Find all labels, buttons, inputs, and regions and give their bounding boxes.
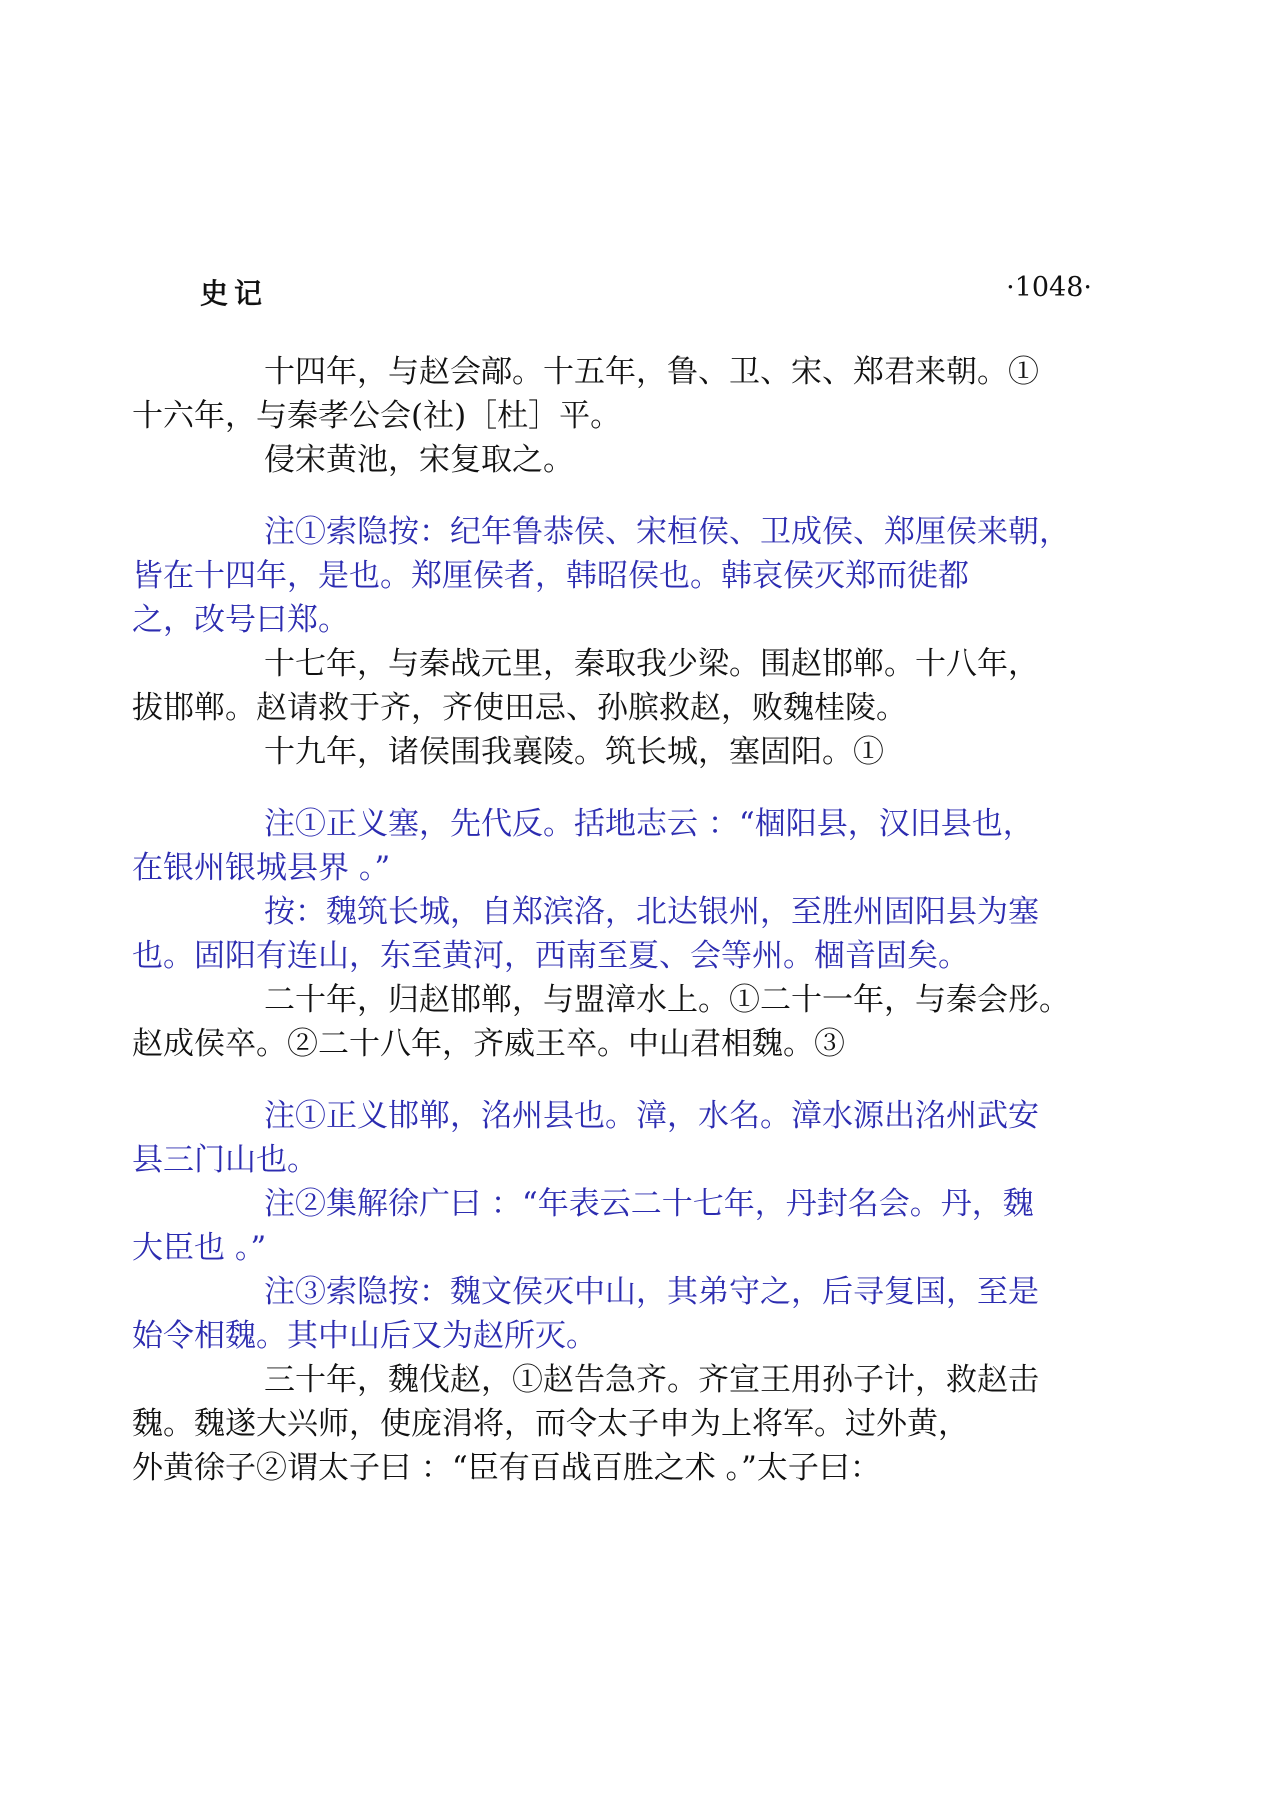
annotation-paragraph bbox=[132, 802, 1108, 890]
section-gap bbox=[198, 482, 1108, 510]
page-body bbox=[132, 350, 1108, 1490]
text-line: 皆在十四年，是也。郑厘侯者，韩昭侯也。韩哀侯灭郑而徙都 bbox=[132, 558, 969, 594]
text-line: 始令相魏。其中山后又为赵所灭。 bbox=[132, 1318, 597, 1354]
main-text-paragraph bbox=[132, 350, 1108, 438]
text-line: 十六年，与秦孝公会(社)［杜］平。 bbox=[132, 398, 622, 434]
text-line: 大臣也 。” bbox=[132, 1230, 267, 1266]
text-line: 注③索隐按：魏文侯灭中山，其弟守之，后寻复国，至是 bbox=[264, 1274, 1039, 1310]
text-line: 侵宋黄池，宋复取之。 bbox=[264, 442, 574, 478]
text-line: 之，改号曰郑。 bbox=[132, 602, 349, 638]
text-line: 拔邯郸。赵请救于齐，齐使田忌、孙膑救赵，败魏桂陵。 bbox=[132, 690, 907, 726]
text-line: 二十年，归赵邯郸，与盟漳水上。①二十一年，与秦会彤。 bbox=[264, 982, 1070, 1018]
text-line: 注①正义塞，先代反。括地志云 ：“棝阳县，汉旧县也， bbox=[264, 806, 1034, 842]
text-line: 县三门山也。 bbox=[132, 1142, 318, 1178]
annotation-paragraph bbox=[132, 1270, 1108, 1358]
section-gap bbox=[198, 1066, 1108, 1094]
book-title: 史记 bbox=[200, 277, 269, 310]
section-gap bbox=[198, 774, 1108, 802]
main-text-paragraph bbox=[132, 1358, 1108, 1490]
text-line: 注①正义邯郸，洺州县也。漳，水名。漳水源出洺州武安 bbox=[264, 1098, 1039, 1134]
text-line: 三十年，魏伐赵，①赵告急齐。齐宣王用孙子计，救赵击 bbox=[264, 1362, 1039, 1398]
main-text-paragraph bbox=[132, 642, 1108, 730]
text-line: 魏。魏遂大兴师，使庞涓将，而令太子申为上将军。过外黄， bbox=[132, 1406, 969, 1442]
annotation-paragraph bbox=[132, 510, 1108, 642]
text-line: 在银州银城县界 。” bbox=[132, 850, 391, 886]
text-line: 赵成侯卒。②二十八年，齐威王卒。中山君相魏。③ bbox=[132, 1026, 845, 1062]
annotation-paragraph bbox=[132, 1182, 1108, 1270]
text-line: 也。固阳有连山，东至黄河，西南至夏、会等州。棝音固矣。 bbox=[132, 938, 969, 974]
text-line: 按：魏筑长城，自郑滨洛，北达银州，至胜州固阳县为塞 bbox=[264, 894, 1039, 930]
annotation-paragraph bbox=[132, 1094, 1108, 1182]
page-number: ·1048· bbox=[1006, 272, 1092, 303]
text-line: 十四年，与赵会鄗。十五年，鲁、卫、宋、郑君来朝。① bbox=[264, 354, 1039, 390]
main-text-paragraph bbox=[198, 730, 1108, 774]
text-line: 注①索隐按：纪年鲁恭侯、宋桓侯、卫成侯、郑厘侯来朝， bbox=[264, 514, 1070, 550]
text-line: 注②集解徐广曰 ：“年表云二十七年，丹封名会。丹，魏 bbox=[264, 1186, 1034, 1222]
annotation-paragraph bbox=[132, 890, 1108, 978]
page-header bbox=[200, 272, 1092, 312]
text-line: 十九年，诸侯围我襄陵。筑长城，塞固阳。① bbox=[264, 734, 884, 770]
text-line: 十七年，与秦战元里，秦取我少梁。围赵邯郸。十八年， bbox=[264, 646, 1039, 682]
text-line: 外黄徐子②谓太子曰 ：“臣有百战百胜之术 。”太子曰： bbox=[132, 1450, 881, 1486]
main-text-paragraph bbox=[132, 978, 1108, 1066]
main-text-paragraph bbox=[198, 438, 1108, 482]
